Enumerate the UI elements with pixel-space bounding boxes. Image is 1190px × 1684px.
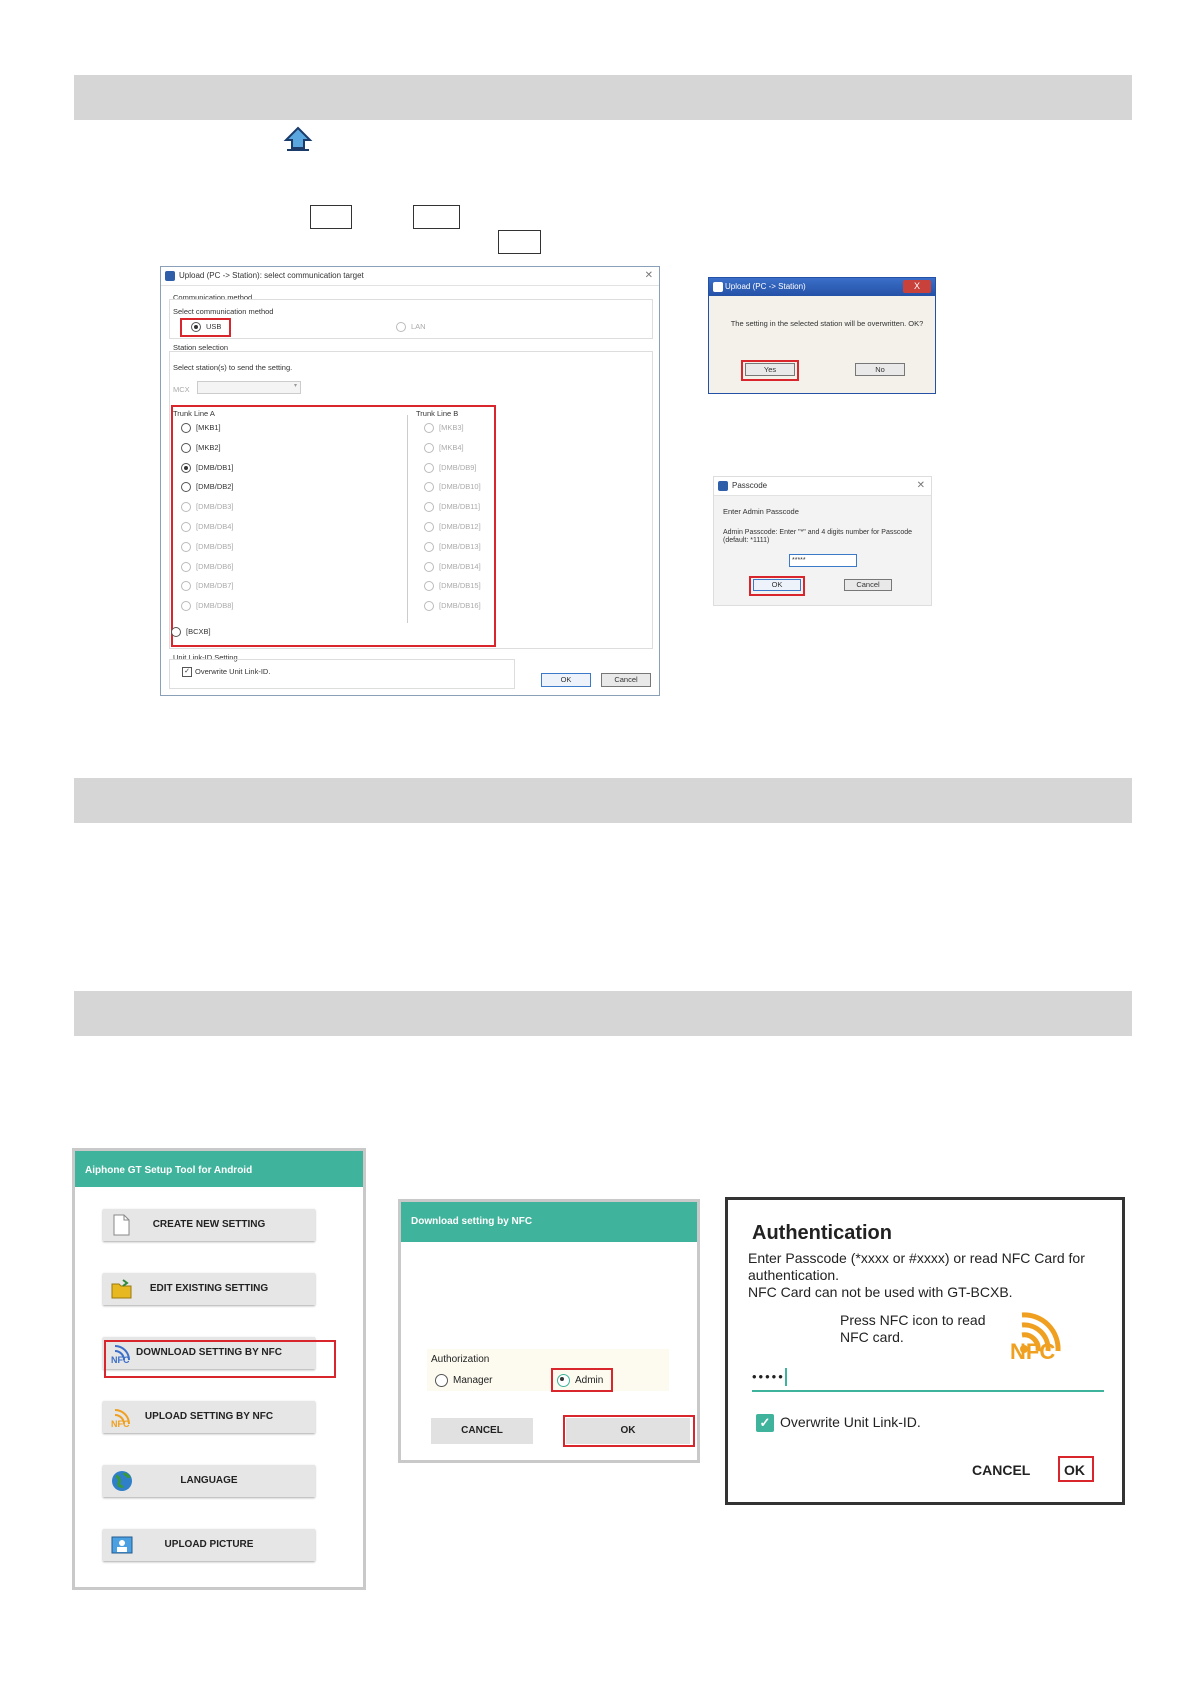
auth-instruction: Enter Passcode (*xxxx or #xxxx) or read NFC Card for authentication.	[748, 1250, 1085, 1283]
auth-cancel-button[interactable]: CANCEL	[972, 1462, 1031, 1478]
passcode-title: Passcode	[732, 481, 768, 490]
radio-icon	[424, 482, 434, 492]
passcode-heading: Enter Admin Passcode	[723, 507, 799, 516]
auth-passcode-input[interactable]	[752, 1368, 1104, 1392]
radio-icon	[424, 542, 434, 552]
upload-target-dialog	[160, 266, 660, 696]
trunk-a-label: [DMB/DB8]	[196, 601, 234, 611]
trunk-a-radio[interactable]	[181, 502, 234, 512]
dialog-title: Upload (PC -> Station): select communication target	[179, 271, 364, 280]
nfc-download-highlight	[104, 1340, 336, 1378]
trunk-b-radio[interactable]	[424, 562, 481, 572]
admin-label: Admin	[575, 1375, 604, 1387]
auth-overwrite-checkbox[interactable]	[756, 1414, 921, 1432]
confirm-message: The setting in the selected station will be overwritten. OK?	[730, 319, 924, 328]
trunk-a-label: [DMB/DB3]	[196, 502, 234, 512]
trunk-a-radio[interactable]	[181, 522, 234, 532]
upload-icon	[283, 126, 313, 152]
menu-button-label: CREATE NEW SETTING	[152, 1219, 266, 1230]
overwrite-label: Overwrite Unit Link-ID.	[195, 667, 271, 676]
passcode-dialog	[713, 476, 932, 606]
document-icon	[111, 1214, 131, 1236]
trunk-a-radio[interactable]	[181, 463, 234, 473]
trunk-b-label: [DMB/DB10]	[439, 482, 481, 492]
close-icon[interactable]: ✕	[916, 480, 925, 491]
trunk-b-radio[interactable]	[424, 542, 481, 552]
lan-label: LAN	[411, 322, 426, 331]
radio-selected-icon	[557, 1374, 570, 1387]
nfc-icon[interactable]	[1008, 1305, 1068, 1361]
nfc-download-dialog	[398, 1199, 700, 1463]
trunk-b-radio[interactable]	[424, 423, 464, 433]
authentication-dialog	[725, 1197, 1125, 1505]
radio-icon	[424, 581, 434, 591]
trunk-b-label: [DMB/DB16]	[439, 601, 481, 611]
trunk-b-radio[interactable]	[424, 443, 464, 453]
trunk-b-radio[interactable]	[424, 522, 481, 532]
menu-button[interactable]	[103, 1529, 315, 1561]
radio-icon	[181, 601, 191, 611]
mcx-select[interactable]	[197, 381, 301, 394]
section-band-1	[74, 75, 1132, 120]
trunk-a-radio[interactable]	[181, 423, 221, 433]
key-box-3	[498, 230, 541, 254]
menu-button-label: UPLOAD PICTURE	[164, 1539, 254, 1550]
trunk-b-radio[interactable]	[424, 482, 481, 492]
picture-icon	[111, 1534, 131, 1556]
checkbox-checked-icon: ✓	[756, 1414, 774, 1432]
select-station-label: Select station(s) to send the setting.	[173, 363, 293, 372]
auth-title: Authentication	[752, 1222, 892, 1244]
trunk-a-radio[interactable]	[181, 482, 234, 492]
checkbox-checked-icon: ✓	[182, 667, 192, 677]
auth-bcxb-note: NFC Card can not be used with GT-BCXB.	[748, 1284, 1013, 1300]
radio-icon	[435, 1374, 448, 1387]
radio-icon	[396, 322, 406, 332]
key-box-2	[413, 205, 460, 229]
radio-icon	[191, 322, 201, 332]
trunk-a-label: [MKB1]	[196, 423, 221, 432]
authorization-label: Authorization	[431, 1354, 490, 1365]
radio-icon	[181, 581, 191, 591]
trunk-a-heading: Trunk Line A	[173, 409, 215, 418]
radio-icon	[424, 502, 434, 512]
radio-icon	[424, 522, 434, 532]
yes-button[interactable]: Yes	[745, 363, 795, 376]
android-main-menu	[72, 1148, 366, 1590]
overwrite-checkbox[interactable]	[182, 667, 270, 677]
globe-icon	[111, 1470, 131, 1492]
radio-icon	[424, 601, 434, 611]
trunk-a-label: [DMB/DB6]	[196, 561, 234, 571]
passcode-input[interactable]: *****	[789, 554, 857, 567]
radio-icon	[424, 443, 434, 453]
close-icon[interactable]: ✕	[644, 270, 653, 281]
text-cursor	[785, 1368, 787, 1386]
trunk-a-radio[interactable]	[181, 562, 234, 572]
menu-button[interactable]	[103, 1401, 315, 1433]
gt-logo-icon	[718, 481, 728, 491]
close-icon[interactable]: X	[903, 280, 931, 293]
passcode-titlebar	[714, 477, 931, 496]
section-band-2	[74, 778, 1132, 823]
android-app-bar: Aiphone GT Setup Tool for Android	[75, 1151, 363, 1187]
usb-label: USB	[206, 322, 222, 331]
passcode-dots: •••••	[752, 1369, 785, 1385]
svg-text:NFC: NFC	[111, 1355, 130, 1364]
chevron-down-icon: ▾	[293, 383, 297, 389]
trunk-b-radio[interactable]	[424, 581, 481, 591]
trunk-a-label: [DMB/DB5]	[196, 541, 234, 551]
radio-icon	[181, 502, 191, 512]
trunk-b-label: [DMB/DB14]	[439, 561, 481, 571]
admin-radio[interactable]	[557, 1374, 603, 1387]
unit-link-heading: Unit Link-ID Setting	[173, 653, 238, 662]
trunk-divider	[407, 415, 408, 623]
manager-radio[interactable]	[435, 1374, 492, 1387]
station-selection-heading: Station selection	[173, 343, 229, 352]
confirm-titlebar	[709, 278, 935, 296]
select-method-label: Select communication method	[173, 307, 274, 316]
trunk-a-label: [DMB/DB2]	[196, 482, 234, 492]
communication-method-group	[169, 299, 653, 339]
trunk-b-label: [MKB3]	[439, 423, 464, 432]
trunk-b-label: [DMB/DB9]	[439, 462, 477, 472]
trunk-a-label: [DMB/DB4]	[196, 522, 234, 531]
menu-button-label: EDIT EXISTING SETTING	[149, 1283, 269, 1294]
gt-logo-icon	[165, 271, 175, 281]
trunk-a-radio[interactable]	[181, 542, 234, 552]
ok-button[interactable]: OK	[541, 673, 591, 687]
lan-radio[interactable]	[396, 322, 426, 332]
trunk-b-radio[interactable]	[424, 601, 481, 611]
trunk-a-radio[interactable]	[181, 601, 234, 611]
passcode-cancel-button[interactable]: Cancel	[844, 579, 892, 591]
trunk-b-radio[interactable]	[424, 463, 477, 473]
bcxb-radio[interactable]	[171, 627, 211, 637]
trunk-a-label: [MKB2]	[196, 442, 221, 452]
upload-confirm-dialog	[708, 277, 936, 394]
auth-overwrite-label: Overwrite Unit Link-ID.	[780, 1414, 921, 1430]
radio-icon	[181, 522, 191, 532]
usb-radio[interactable]	[191, 322, 221, 332]
nfc-cancel-button[interactable]: CANCEL	[431, 1418, 533, 1444]
trunk-b-radio[interactable]	[424, 502, 480, 512]
trunk-a-radio[interactable]	[181, 443, 221, 453]
radio-icon	[424, 423, 434, 433]
nfc-prompt: Press NFC icon to read NFC card.	[840, 1312, 986, 1345]
trunk-b-label: [DMB/DB13]	[439, 541, 481, 551]
communication-method-heading: Communication method	[173, 293, 253, 302]
manager-label: Manager	[453, 1375, 493, 1387]
radio-icon	[181, 423, 191, 433]
menu-button[interactable]	[103, 1465, 315, 1497]
no-button[interactable]: No	[855, 363, 905, 376]
auth-ok-button[interactable]: OK	[1064, 1462, 1085, 1478]
trunk-b-heading: Trunk Line B	[416, 409, 459, 418]
nfc-badge-text: NFC	[1010, 1339, 1056, 1361]
mcx-label: MCX	[173, 385, 190, 394]
radio-icon	[181, 443, 191, 453]
folder-icon	[111, 1278, 131, 1300]
menu-button[interactable]	[103, 1209, 315, 1241]
nfc-upload-icon	[111, 1406, 131, 1428]
trunk-a-label: [DMB/DB7]	[196, 581, 234, 591]
trunk-b-label: [MKB4]	[439, 442, 464, 452]
section-band-3	[74, 991, 1132, 1036]
nfc-ok-button[interactable]: OK	[566, 1418, 690, 1444]
menu-button-label: LANGUAGE	[180, 1475, 238, 1486]
trunk-a-label: [DMB/DB1]	[196, 462, 234, 472]
passcode-instruction: Admin Passcode: Enter "*" and 4 digits number for Passcode (default: *1111)	[723, 529, 913, 544]
menu-button[interactable]	[103, 1273, 315, 1305]
trunk-b-label: [DMB/DB12]	[439, 522, 481, 531]
confirm-title: Upload (PC -> Station)	[725, 282, 806, 291]
radio-icon	[171, 627, 181, 637]
radio-icon	[181, 482, 191, 492]
menu-button-label: DOWNLOAD SETTING BY NFC	[136, 1347, 282, 1358]
cancel-button[interactable]: Cancel	[601, 673, 651, 687]
key-box-1	[310, 205, 352, 229]
bcxb-label: [BCXB]	[186, 627, 211, 636]
gt-logo-icon	[713, 282, 723, 292]
passcode-ok-button[interactable]: OK	[753, 579, 801, 591]
svg-text:NFC: NFC	[111, 1419, 130, 1428]
radio-icon	[181, 562, 191, 572]
radio-icon	[181, 542, 191, 552]
trunk-a-radio[interactable]	[181, 581, 234, 591]
trunk-b-label: [DMB/DB11]	[439, 502, 481, 512]
dialog-titlebar	[161, 267, 659, 286]
radio-icon	[181, 463, 191, 473]
radio-icon	[424, 562, 434, 572]
nfc-dialog-bar: Download setting by NFC	[401, 1202, 697, 1242]
radio-icon	[424, 463, 434, 473]
menu-button-label: UPLOAD SETTING BY NFC	[144, 1411, 274, 1422]
trunk-b-label: [DMB/DB15]	[439, 581, 481, 591]
